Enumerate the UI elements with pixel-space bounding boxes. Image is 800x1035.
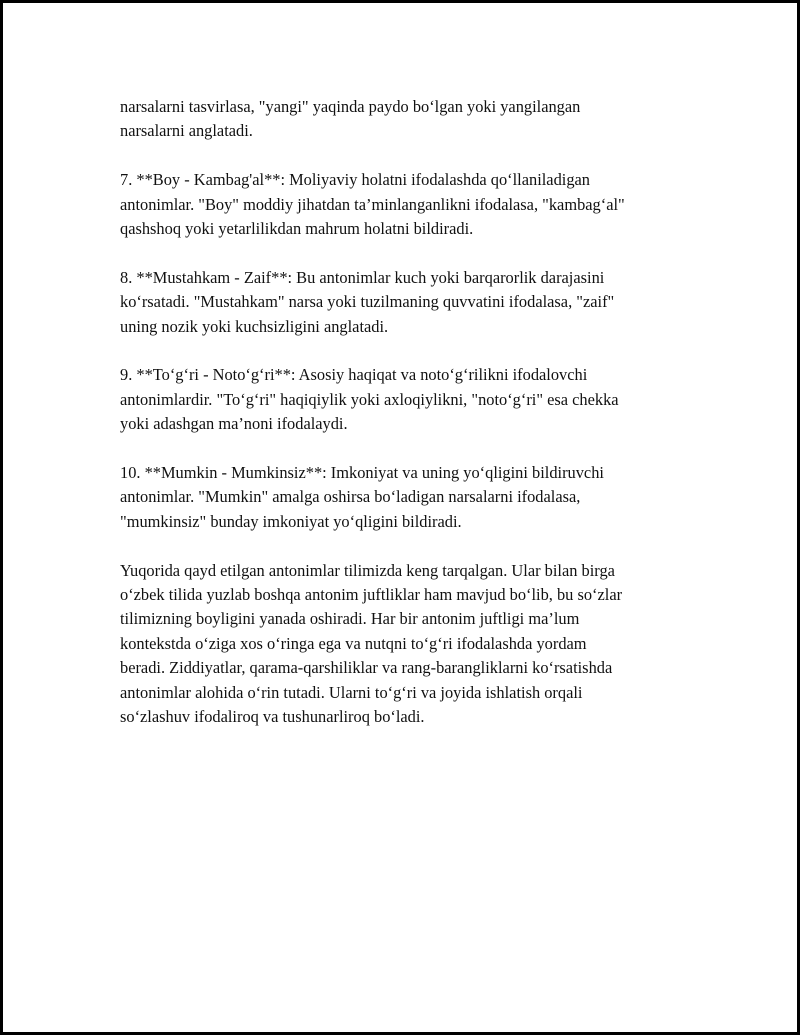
paragraph-item-7: 7. **Boy - Kambag'al**: Moliyaviy holatni ifodalashda qo‘llaniladigan antonimlar. "Boy" moddiy jihatdan ta’minlanganlikni ifodalasa, "kambag‘al" qashshoq yoki yetarlilikdan mahrum holatni bildiradi.	[120, 170, 625, 239]
document-body	[120, 95, 700, 754]
paragraph-continuation: narsalarni tasvirlasa, "yangi" yaqinda paydo bo‘lgan yoki yangilangan narsalarni anglatadi.	[120, 97, 581, 141]
paragraph-item-8: 8. **Mustahkam - Zaif**: Bu antonimlar kuch yoki barqarorlik darajasini ko‘rsatadi. "Mustahkam" narsa yoki tuzilmaning quvvatini ifodalasa, "zaif" uning nozik yoki kuchsizligini anglatadi.	[120, 267, 615, 336]
paragraph-item-9: 9. **To‘g‘ri - Noto‘g‘ri**: Asosiy haqiqat va noto‘g‘rilikni ifodalovchi antonimlardir. "To‘g‘ri" haqiqiylik yoki axloqiylikni, "noto‘g‘ri" esa chekka yoki adashgan ma’noni ifodalaydi.	[120, 365, 619, 434]
paragraph-item-10: 10. **Mumkin - Mumkinsiz**: Imkoniyat va uning yo‘qligini bildiruvchi antonimlar. "Mumkin" amalga oshirsa bo‘ladigan narsalarni ifodalasa, "mumkinsiz" bunday imkoniyat yo‘qligini bildiradi.	[120, 463, 604, 531]
paragraph-conclusion: Yuqorida qayd etilgan antonimlar tilimizda keng tarqalgan. Ular bilan birga o‘zbek tilida yuzlab boshqa antonim juftliklar ham mavjud bo‘lib, bu so‘zlar tilimizning boyligini yanada oshiradi. Har bir antonim juftligi ma’lum kontekstda o‘ziga xos o‘ringa ega va nutqni to‘g‘ri ifodalashda yordam beradi. Ziddiyatlar, qarama-qarshiliklar va rang-barangliklarni ko‘rsatishda antonimlar alohida o‘rin tutadi. Ularni to‘g‘ri va joyida ishlatish orqali so‘zlashuv ifodaliroq va tushunarliroq bo‘ladi.	[120, 560, 623, 727]
